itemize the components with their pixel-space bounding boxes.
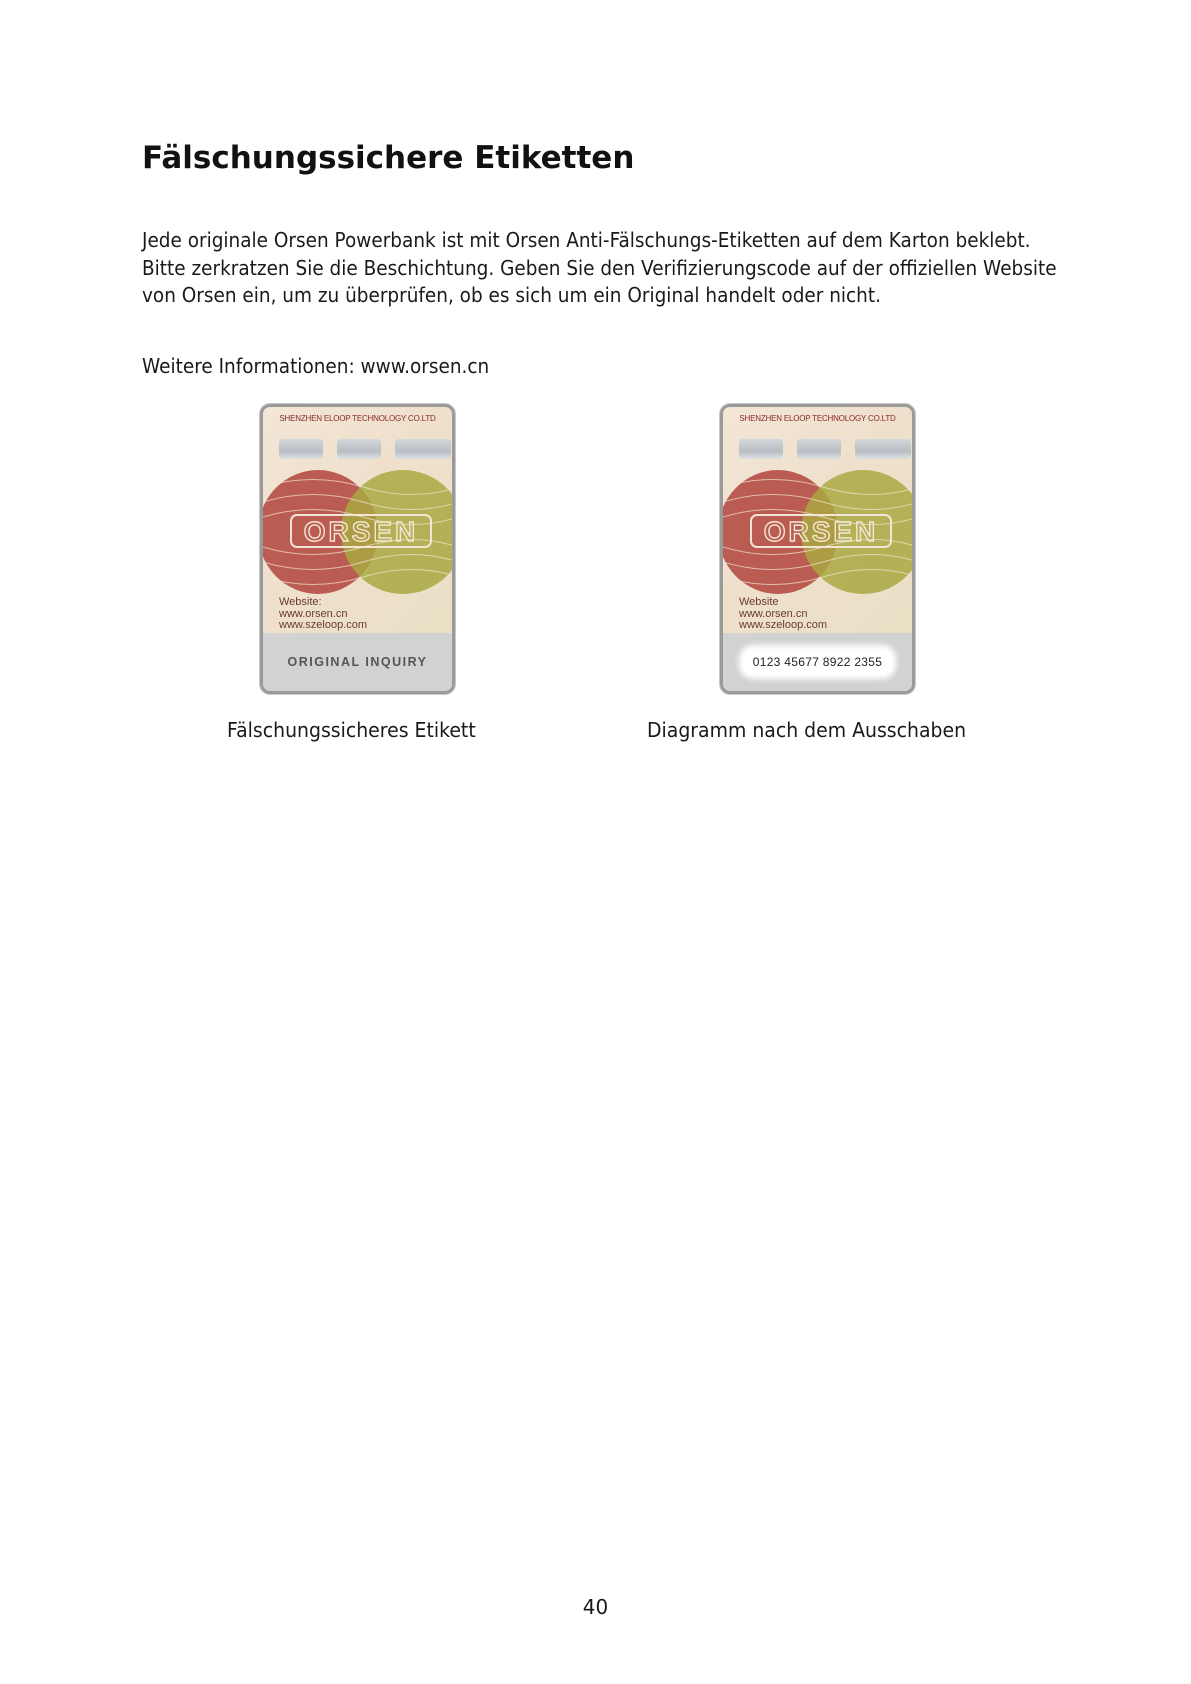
hologram-strip: [395, 439, 451, 459]
anti-counterfeit-label: [260, 404, 455, 694]
hologram-strip: [855, 439, 911, 459]
hologram-strip: [279, 439, 323, 459]
caption-scratched: Diagramm nach dem Ausschaben: [647, 718, 967, 742]
orsen-logo-pattern: [723, 467, 915, 597]
label-website: Website: www.orsen.cn www.szeloop.com: [279, 596, 368, 631]
orsen-logo-pattern: [263, 467, 455, 597]
page-number: 40: [582, 1595, 609, 1619]
scratched-label: [720, 404, 915, 694]
brand-text: ORSEN: [303, 516, 419, 547]
more-info-paragraph: Weitere Informationen: www.orsen.cn: [142, 354, 490, 378]
hologram-strip: [797, 439, 841, 459]
label-company-name: SHENZHEN ELOOP TECHNOLOGY CO.LTD: [739, 414, 896, 423]
intro-paragraph: Jede originale Orsen Powerbank ist mit Orsen Anti-Fälschungs-Etiketten auf dem Karton beklebt. Bitte zerkratzen Sie die Beschichtung. Geben Sie den Verifizierungscode auf der offiziellen Website von Orsen ein, um zu überprüfen, ob es sich um ein Original handelt oder nicht.: [142, 228, 1057, 307]
caption-label: Fälschungssicheres Etikett: [227, 718, 476, 742]
label-website: Website www.orsen.cn www.szeloop.com: [739, 596, 828, 631]
scratched-area: [723, 633, 912, 691]
brand-text: ORSEN: [763, 516, 879, 547]
verification-code: 0123 45677 8922 2355: [743, 649, 892, 675]
hologram-strip: [337, 439, 381, 459]
page-title: Fälschungssichere Etiketten: [142, 140, 635, 176]
hologram-strip: [739, 439, 783, 459]
scratch-off-area: [263, 633, 452, 691]
original-inquiry-text: ORIGINAL INQUIRY: [287, 655, 428, 669]
label-company-name: SHENZHEN ELOOP TECHNOLOGY CO.LTD: [279, 414, 436, 423]
